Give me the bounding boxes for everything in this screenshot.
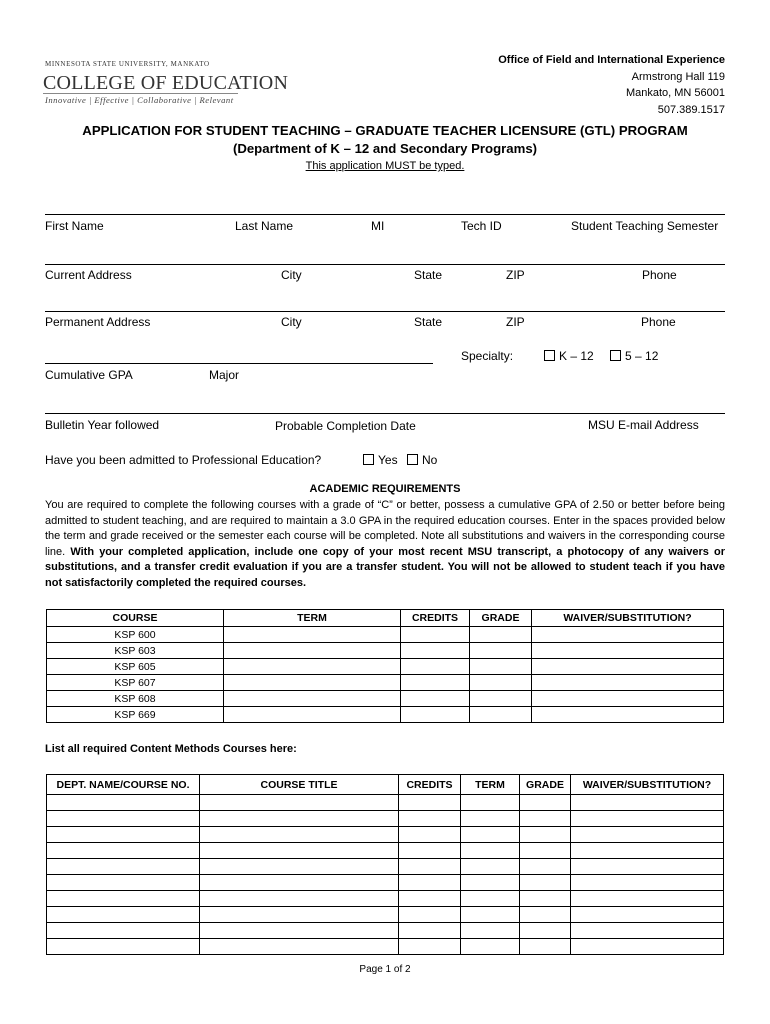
term-cell[interactable]: [224, 707, 401, 723]
waiver-cell[interactable]: [571, 843, 724, 859]
grade-cell[interactable]: [520, 939, 571, 955]
course-table: [46, 609, 724, 723]
grade-cell[interactable]: [470, 691, 532, 707]
term-cell[interactable]: [461, 907, 520, 923]
label-admitted-question: Have you been admitted to Professional Education?: [45, 453, 322, 467]
office-building: Armstrong Hall 119: [631, 70, 725, 83]
field-line-row5[interactable]: [45, 413, 725, 414]
term-cell[interactable]: [461, 891, 520, 907]
label-city: City: [281, 315, 302, 329]
academic-text: You are required to complete the following courses with a grade of “C” or better, possess a cumulative GPA of 2.50 or better before being admitted to student teaching, and are required to maintain a 3.0 GPA in the required education courses. Enter in the spaces provided below the term and grade received or the semester each course will be completed. Note all substitutions and waivers in the corresponding course line. With your completed application, include one copy of your most recent MSU transcript, a photocopy of any waivers or substitutions, and a transfer credit evaluation if you are a transfer student. You will not be allowed to student teach if you have not satisfactorily completed the required courses.: [45, 499, 725, 589]
specialty-k12[interactable]: K – 12: [544, 349, 594, 363]
table-row: [47, 627, 724, 643]
table-row: [47, 643, 724, 659]
term-cell[interactable]: [461, 923, 520, 939]
label-permanent-address: Permanent Address: [45, 315, 151, 329]
course-cell: KSP 605: [47, 659, 224, 675]
title-cell[interactable]: [200, 891, 399, 907]
dept-cell[interactable]: [47, 795, 200, 811]
term-cell[interactable]: [461, 811, 520, 827]
dept-cell[interactable]: [47, 827, 200, 843]
title-cell[interactable]: [200, 843, 399, 859]
grade-cell[interactable]: [520, 843, 571, 859]
term-cell[interactable]: [224, 643, 401, 659]
label-phone: Phone: [641, 315, 676, 329]
admitted-no[interactable]: No: [407, 453, 437, 467]
waiver-cell[interactable]: [532, 707, 724, 723]
label-zip: ZIP: [506, 315, 525, 329]
col-header: TERM: [461, 775, 520, 795]
credits-cell[interactable]: [401, 707, 470, 723]
label-mi: MI: [371, 219, 385, 233]
logo-tagline: Innovative | Effective | Collaborative | Relevant: [45, 95, 234, 105]
label-msu-email: MSU E-mail Address: [588, 418, 699, 432]
title-cell[interactable]: [200, 795, 399, 811]
dept-cell[interactable]: [47, 907, 200, 923]
waiver-cell[interactable]: [571, 827, 724, 843]
col-header: WAIVER/SUBSTITUTION?: [532, 610, 724, 627]
title-cell[interactable]: [200, 907, 399, 923]
dept-cell[interactable]: [47, 843, 200, 859]
credits-cell[interactable]: [399, 907, 461, 923]
label-phone: Phone: [642, 268, 677, 282]
term-cell[interactable]: [461, 795, 520, 811]
label-city: City: [281, 268, 302, 282]
grade-cell[interactable]: [470, 643, 532, 659]
col-header: CREDITS: [401, 610, 470, 627]
col-header: COURSE TITLE: [200, 775, 399, 795]
col-header: GRADE: [520, 775, 571, 795]
grade-cell[interactable]: [520, 827, 571, 843]
title-cell[interactable]: [200, 875, 399, 891]
table-row: [47, 939, 724, 955]
table-row: [47, 811, 724, 827]
grade-cell[interactable]: [520, 859, 571, 875]
course-cell: KSP 669: [47, 707, 224, 723]
table-row: [47, 875, 724, 891]
dept-cell[interactable]: [47, 811, 200, 827]
label-state: State: [414, 268, 443, 282]
dept-cell[interactable]: [47, 923, 200, 939]
title-cell[interactable]: [200, 827, 399, 843]
checkbox-icon[interactable]: [407, 454, 418, 465]
table-row: [47, 859, 724, 875]
checkbox-icon[interactable]: [363, 454, 374, 465]
term-cell[interactable]: [461, 843, 520, 859]
grade-cell[interactable]: [520, 907, 571, 923]
field-line-row4[interactable]: [45, 363, 433, 364]
grade-cell[interactable]: [520, 923, 571, 939]
page-title: APPLICATION FOR STUDENT TEACHING – GRADUATE TEACHER LICENSURE (GTL) PROGRAM: [82, 123, 688, 138]
credits-cell[interactable]: [399, 923, 461, 939]
credits-cell[interactable]: [401, 643, 470, 659]
logo-divider: [43, 93, 238, 94]
dept-cell[interactable]: [47, 875, 200, 891]
term-cell[interactable]: [461, 939, 520, 955]
label-first-name: First Name: [45, 219, 104, 233]
course-cell: KSP 600: [47, 627, 224, 643]
term-cell[interactable]: [461, 859, 520, 875]
label-last-name: Last Name: [235, 219, 294, 233]
credits-cell[interactable]: [401, 627, 470, 643]
credits-cell[interactable]: [401, 659, 470, 675]
field-line-row2[interactable]: [45, 264, 725, 265]
typed-note: This application MUST be typed.: [305, 160, 465, 172]
dept-cell[interactable]: [47, 939, 200, 955]
page-number: Page 1 of 2: [359, 964, 411, 975]
term-cell[interactable]: [224, 627, 401, 643]
field-line-row1[interactable]: [45, 214, 725, 215]
table-row: [47, 707, 724, 723]
grade-cell[interactable]: [520, 811, 571, 827]
credits-cell[interactable]: [399, 939, 461, 955]
label-cumulative-gpa: Cumulative GPA: [45, 368, 133, 382]
methods-table: [46, 774, 724, 955]
label-st-semester: Student Teaching Semester: [571, 219, 719, 233]
waiver-cell[interactable]: [532, 675, 724, 691]
methods-label: List all required Content Methods Courses here:: [45, 743, 297, 755]
col-header: TERM: [224, 610, 401, 627]
label-specialty: Specialty:: [461, 349, 514, 363]
col-header: COURSE: [47, 610, 224, 627]
term-cell[interactable]: [224, 691, 401, 707]
waiver-cell[interactable]: [571, 875, 724, 891]
title-cell[interactable]: [200, 939, 399, 955]
title-cell[interactable]: [200, 859, 399, 875]
waiver-cell[interactable]: [532, 643, 724, 659]
title-cell[interactable]: [200, 811, 399, 827]
credits-cell[interactable]: [399, 811, 461, 827]
term-cell[interactable]: [461, 875, 520, 891]
waiver-cell[interactable]: [532, 627, 724, 643]
table-row: [47, 923, 724, 939]
checkbox-icon[interactable]: [544, 350, 555, 361]
title-cell[interactable]: [200, 923, 399, 939]
term-cell[interactable]: [461, 827, 520, 843]
credits-cell[interactable]: [399, 891, 461, 907]
col-header: GRADE: [470, 610, 532, 627]
table-row: [47, 843, 724, 859]
office-address: [498, 52, 725, 118]
office-name: Office of Field and International Experience: [498, 54, 725, 66]
grade-cell[interactable]: [470, 627, 532, 643]
col-header: DEPT. NAME/COURSE NO.: [47, 775, 200, 795]
credits-cell[interactable]: [401, 691, 470, 707]
course-cell: KSP 607: [47, 675, 224, 691]
table-row: [47, 675, 724, 691]
grade-cell[interactable]: [470, 659, 532, 675]
label-zip: ZIP: [506, 268, 525, 282]
waiver-cell[interactable]: [571, 923, 724, 939]
credits-cell[interactable]: [399, 875, 461, 891]
table-row: [47, 827, 724, 843]
term-cell[interactable]: [224, 675, 401, 691]
label-tech-id: Tech ID: [461, 219, 502, 233]
waiver-cell[interactable]: [571, 939, 724, 955]
specialty-5-12[interactable]: 5 – 12: [610, 349, 658, 363]
office-phone: 507.389.1517: [657, 103, 725, 116]
table-row: [47, 907, 724, 923]
credits-cell[interactable]: [399, 843, 461, 859]
label-major: Major: [209, 368, 240, 382]
table-row: [47, 891, 724, 907]
admitted-yes[interactable]: Yes: [363, 453, 398, 467]
waiver-cell[interactable]: [571, 795, 724, 811]
course-cell: KSP 603: [47, 643, 224, 659]
course-cell: KSP 608: [47, 691, 224, 707]
office-city: Mankato, MN 56001: [625, 87, 725, 99]
page-subtitle: (Department of K – 12 and Secondary Programs): [232, 141, 538, 156]
credits-cell[interactable]: [399, 859, 461, 875]
waiver-cell[interactable]: [571, 891, 724, 907]
grade-cell[interactable]: [520, 875, 571, 891]
table-row: [47, 659, 724, 675]
label-current-address: Current Address: [45, 268, 132, 282]
table-row: [47, 795, 724, 811]
credits-cell[interactable]: [401, 675, 470, 691]
grade-cell[interactable]: [520, 795, 571, 811]
col-header: WAIVER/SUBSTITUTION?: [571, 775, 724, 795]
field-line-row3[interactable]: [45, 311, 725, 312]
logo-college: COLLEGE OF EDUCATION: [43, 72, 289, 94]
term-cell[interactable]: [224, 659, 401, 675]
grade-cell[interactable]: [520, 891, 571, 907]
logo-university: MINNESOTA STATE UNIVERSITY, MANKATO: [45, 60, 210, 68]
dept-cell[interactable]: [47, 891, 200, 907]
checkbox-icon[interactable]: [610, 350, 621, 361]
grade-cell[interactable]: [470, 707, 532, 723]
waiver-cell[interactable]: [532, 691, 724, 707]
grade-cell[interactable]: [470, 675, 532, 691]
table-row: [47, 691, 724, 707]
dept-cell[interactable]: [47, 859, 200, 875]
label-bulletin-year: Bulletin Year followed: [45, 418, 160, 432]
waiver-cell[interactable]: [571, 859, 724, 875]
col-header: CREDITS: [399, 775, 461, 795]
academic-heading: ACADEMIC REQUIREMENTS: [309, 483, 461, 495]
label-state: State: [414, 315, 443, 329]
label-completion-date: Probable Completion Date: [275, 419, 416, 433]
credits-cell[interactable]: [399, 795, 461, 811]
waiver-cell[interactable]: [571, 907, 724, 923]
credits-cell[interactable]: [399, 827, 461, 843]
waiver-cell[interactable]: [571, 811, 724, 827]
waiver-cell[interactable]: [532, 659, 724, 675]
